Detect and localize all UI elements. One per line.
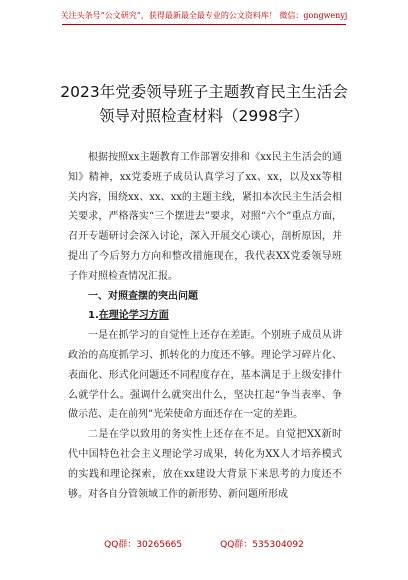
footer <box>0 537 408 550</box>
body-paragraph-1: 一是在抓学习的自觉性上还存在差距。个别班子成员从讲政治的高度抓学习、抓转化的力度还不够。理论学习碎片化、表面化、形式化问题还不同程度存在，基本满足于上级安排什么就学什么。强调什么就突出什么，坚决扛起“争当表率、争做示范、走在前列”光荣使命方面还存在一定的差距。 <box>68 330 342 421</box>
document-body <box>68 148 342 504</box>
document-title <box>0 80 408 128</box>
subsection-title: 在理论学习方面 <box>98 310 169 322</box>
intro-paragraph: 根据按照xx主题教育工作部署安排和《xx民主生活会的通知》精神，xx党委班子成员认真学习了xx、xx，以及xx等相关内容，围绕xx、xx、xx的主题主线，紧扣本次民主生活会相关要求，严格落实“三个摆进去”要求，对照“六个”重点方面，召开专题研讨会深入讨论，深入开展交心谈心，剖析原因，并提出了今后努力方向和整改措施现在，我代表XX党委领导班子作对照检查情况汇报。 <box>68 152 342 282</box>
section-heading: 一、对照查摆的突出问题 <box>88 290 198 302</box>
title-line-1: 2023年党委领导班子主题教育民主生活会 <box>60 83 348 101</box>
subsection-heading <box>68 306 342 326</box>
header-note: 关注头条号“公文研究”，获得最新最全最专业的公文资料库！ 微信：gongwenyj <box>60 11 348 20</box>
body-paragraph-2: 二是在学以致用的务实性上还存在不足。自觉把XX新时代中国特色社会主义理论学习成果，转化为XX人才培养模式的实践和理论探索，放在xx建设大背景下来思考的力度还不够。对各自分管领域工作的新形势、新问题所形成 <box>68 429 342 500</box>
footer-qq-group-1: QQ群：30265665 <box>104 540 183 550</box>
subsection-number: 1. <box>88 310 99 322</box>
title-line-2: 领导对照检查材料（2998字） <box>99 107 309 125</box>
footer-qq-group-2: QQ群：535304092 <box>220 540 304 550</box>
header-divider <box>62 24 346 25</box>
